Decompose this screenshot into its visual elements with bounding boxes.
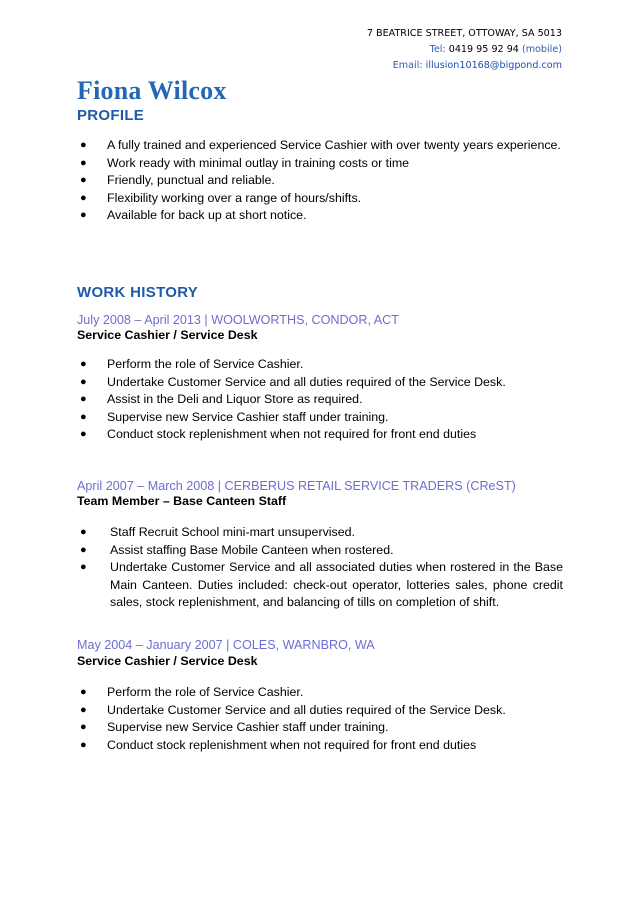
bullet-icon: ● <box>80 526 87 538</box>
job-duties-list <box>77 524 563 612</box>
contact-email <box>367 58 562 74</box>
applicant-name: Fiona Wilcox <box>77 76 227 105</box>
bullet-icon: ● <box>80 561 87 573</box>
bullet-icon: ● <box>80 686 87 698</box>
job-duties-list <box>77 356 563 444</box>
bullet-icon: ● <box>80 703 87 716</box>
job-dates: May 2004 – January 2007 | COLES, WARNBRO, WA <box>77 638 375 652</box>
bullet-icon: ● <box>80 393 87 405</box>
email-link[interactable]: illusion10168@bigpond.com <box>425 60 562 71</box>
bullet-icon: ● <box>80 375 87 388</box>
job-title: Team Member – Base Canteen Staff <box>77 494 287 508</box>
list-item: ● Staff Recruit School mini-mart unsupervised. <box>77 524 563 542</box>
list-item: ● Perform the role of Service Cashier. <box>77 684 563 702</box>
contact-block <box>367 26 562 74</box>
email-label: Email: <box>392 60 423 71</box>
job-dates: April 2007 – March 2008 | CERBERUS RETAIL SERVICE TRADERS (CReST) <box>77 479 516 493</box>
list-item: ● Work ready with minimal outlay in training costs or time <box>77 155 563 173</box>
bullet-icon: ● <box>80 543 87 556</box>
bullet-icon: ● <box>80 738 87 751</box>
contact-address: 7 BEATRICE STREET, OTTOWAY, SA 5013 <box>366 28 562 39</box>
profile-list <box>77 137 563 225</box>
job-duties-list <box>77 684 563 754</box>
list-item: ● Supervise new Service Cashier staff under training. <box>77 409 563 427</box>
list-item: ● Supervise new Service Cashier staff under training. <box>77 719 563 737</box>
list-item: ● Undertake Customer Service and all associated duties when rostered in the Base Main Canteen. Duties included: check-out operator, lotteries sales, phone credit sales, stock replenishment, and balancing of tills on completion of shift. <box>80 560 563 609</box>
bullet-icon: ● <box>80 174 87 186</box>
list-item: ● Assist staffing Base Mobile Canteen when rostered. <box>77 542 563 560</box>
list-item: ● Flexibility working over a range of hours/shifts. <box>77 190 563 208</box>
list-item: ● Perform the role of Service Cashier. <box>77 356 563 374</box>
list-item: ● Undertake Customer Service and all duties required of the Service Desk. <box>77 702 563 720</box>
list-item: ● A fully trained and experienced Service Cashier with over twenty years experience. <box>77 137 563 155</box>
contact-phone <box>367 42 562 58</box>
list-item: ● Friendly, punctual and reliable. <box>77 172 563 190</box>
job-dates: July 2008 – April 2013 | WOOLWORTHS, CONDOR, ACT <box>77 313 399 327</box>
profile-heading: PROFILE <box>77 107 145 124</box>
bullet-icon: ● <box>80 156 87 169</box>
job-title: Service Cashier / Service Desk <box>77 328 258 342</box>
bullet-icon: ● <box>80 209 87 221</box>
bullet-icon: ● <box>80 139 87 151</box>
tel-label: Tel: <box>429 44 446 55</box>
list-item: ● Conduct stock replenishment when not required for front end duties <box>77 426 563 444</box>
work-history-heading: WORK HISTORY <box>77 284 199 301</box>
bullet-icon: ● <box>80 191 87 204</box>
list-item: ● Undertake Customer Service and all duties required of the Service Desk. <box>77 374 563 392</box>
bullet-icon: ● <box>80 721 87 733</box>
tel-note: (mobile) <box>521 44 562 55</box>
bullet-icon: ● <box>80 410 87 423</box>
bullet-icon: ● <box>80 358 87 370</box>
list-item: ● Available for back up at short notice. <box>77 207 563 225</box>
bullet-icon: ● <box>80 428 87 440</box>
list-item: ● Assist in the Deli and Liquor Store as required. <box>77 391 563 409</box>
job-title: Service Cashier / Service Desk <box>77 654 258 668</box>
list-item: ● Conduct stock replenishment when not required for front end duties <box>77 737 563 755</box>
tel-number: 0419 95 92 94 <box>448 44 519 55</box>
